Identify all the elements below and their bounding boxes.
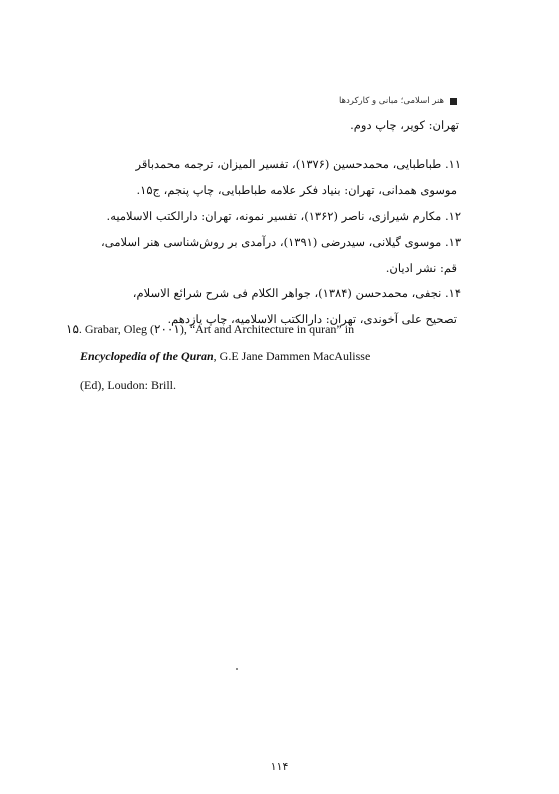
header-title: هنر اسلامی؛ مبانی و کارکردها <box>338 96 444 106</box>
reference-13-line-1: ۱۳. موسوی گیلانی، سیدرضی (۱۳۹۱)، درآمدی بر روش‌شناسی هنر اسلامی، <box>101 235 461 249</box>
header-square-icon <box>450 98 457 105</box>
reference-12: ۱۲. مکارم شیرازی، ناصر (۱۳۶۲)، تفسیر نمونه، تهران: دارالکتب الاسلامیه. <box>106 209 461 223</box>
reference-15-line-3: (Ed), Loudon: Brill. <box>80 378 176 392</box>
reference-11-line-1: ۱۱. طباطبایی، محمدحسین (۱۳۷۶)، تفسیر المیزان، ترجمه محمدباقر <box>135 157 461 171</box>
reference-15-line-2 <box>80 349 453 363</box>
reference-14-line-2: تصحیح علی آخوندی، تهران: دارالکتب الاسلامیه، چاپ یازدهم. <box>167 312 457 326</box>
reference-line-0: تهران: کویر، چاپ دوم. <box>350 118 459 132</box>
running-header <box>339 96 457 106</box>
reference-13-line-2: قم: نشر ادیان. <box>385 261 457 275</box>
reference-15-line-1: ۱۵. Grabar, Oleg (۲۰۰۱), “Art and Architecture in quran” in <box>66 322 355 336</box>
reference-15-line-2-rest: , G.E Jane Dammen MacAulisse <box>213 349 371 363</box>
encyclopedia-title: Encyclopedia of the Quran <box>80 349 214 363</box>
reference-14-line-1: ۱۴. نجفی، محمدحسن (۱۳۸۴)، جواهر الکلام فی شرح شرائع الاسلام، <box>132 286 461 300</box>
dot-mark <box>236 668 238 670</box>
reference-11-line-2: موسوی همدانی، تهران: بنیاد فکر علامه طباطبایی، چاپ پنجم، ج۱۵. <box>136 183 457 197</box>
page-number: ۱۱۴ <box>270 760 289 773</box>
